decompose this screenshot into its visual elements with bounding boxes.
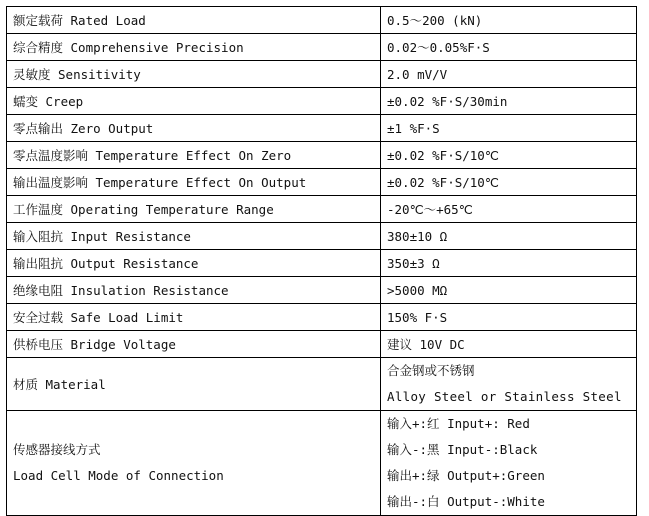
value-cell: 建议 10V DC — [381, 331, 637, 358]
parameter-cell: 蠕变 Creep — [7, 88, 381, 115]
specification-table — [6, 6, 637, 516]
material-parameter-cell: 材质 Material — [7, 358, 381, 411]
parameter-cell: 输出温度影响 Temperature Effect On Output — [7, 169, 381, 196]
table-row — [7, 169, 637, 196]
table-row — [7, 304, 637, 331]
table-row — [7, 223, 637, 250]
parameter-cell: 输出阻抗 Output Resistance — [7, 250, 381, 277]
parameter-cell: 额定载荷 Rated Load — [7, 7, 381, 34]
parameter-cell: 供桥电压 Bridge Voltage — [7, 331, 381, 358]
parameter-cell: 输入阻抗 Input Resistance — [7, 223, 381, 250]
table-row — [7, 88, 637, 115]
material-row — [7, 358, 637, 411]
wire-output-plus: 输出+:绿 Output+:Green — [387, 468, 545, 483]
parameter-cell: 零点输出 Zero Output — [7, 115, 381, 142]
table-row — [7, 34, 637, 61]
value-cell: ±1 %F·S — [381, 115, 637, 142]
value-cell: 0.5～200 (kN) — [381, 7, 637, 34]
table-row — [7, 331, 637, 358]
value-cell: ±0.02 %F·S/30min — [381, 88, 637, 115]
value-cell: 0.02～0.05%F·S — [381, 34, 637, 61]
connection-label-en: Load Cell Mode of Connection — [13, 468, 224, 483]
wire-input-plus: 输入+:红 Input+: Red — [387, 416, 530, 431]
parameter-cell: 安全过载 Safe Load Limit — [7, 304, 381, 331]
parameter-cell: 工作温度 Operating Temperature Range — [7, 196, 381, 223]
connection-parameter-cell — [7, 411, 381, 516]
table-row — [7, 142, 637, 169]
parameter-cell: 绝缘电阻 Insulation Resistance — [7, 277, 381, 304]
connection-row — [7, 411, 637, 516]
wire-output-minus: 输出-:白 Output-:White — [387, 494, 545, 509]
connection-value-cell — [381, 411, 637, 516]
value-cell: >5000 MΩ — [381, 277, 637, 304]
parameter-cell: 灵敏度 Sensitivity — [7, 61, 381, 88]
table-row — [7, 61, 637, 88]
table-row — [7, 277, 637, 304]
connection-label-cn: 传感器接线方式 — [13, 442, 101, 457]
parameter-cell: 综合精度 Comprehensive Precision — [7, 34, 381, 61]
table-row — [7, 250, 637, 277]
wire-input-minus: 输入-:黑 Input-:Black — [387, 442, 538, 457]
table-row — [7, 115, 637, 142]
value-cell: -20℃～+65℃ — [381, 196, 637, 223]
parameter-cell: 零点温度影响 Temperature Effect On Zero — [7, 142, 381, 169]
value-cell: 380±10 Ω — [381, 223, 637, 250]
material-value-en: Alloy Steel or Stainless Steel — [387, 389, 622, 404]
value-cell: ±0.02 %F·S/10℃ — [381, 169, 637, 196]
value-cell: 2.0 mV/V — [381, 61, 637, 88]
material-value-cell — [381, 358, 637, 411]
value-cell: 150% F·S — [381, 304, 637, 331]
value-cell: ±0.02 %F·S/10℃ — [381, 142, 637, 169]
value-cell: 350±3 Ω — [381, 250, 637, 277]
table-row — [7, 7, 637, 34]
table-row — [7, 196, 637, 223]
material-value-cn: 合金钢或不锈钢 — [387, 363, 475, 378]
